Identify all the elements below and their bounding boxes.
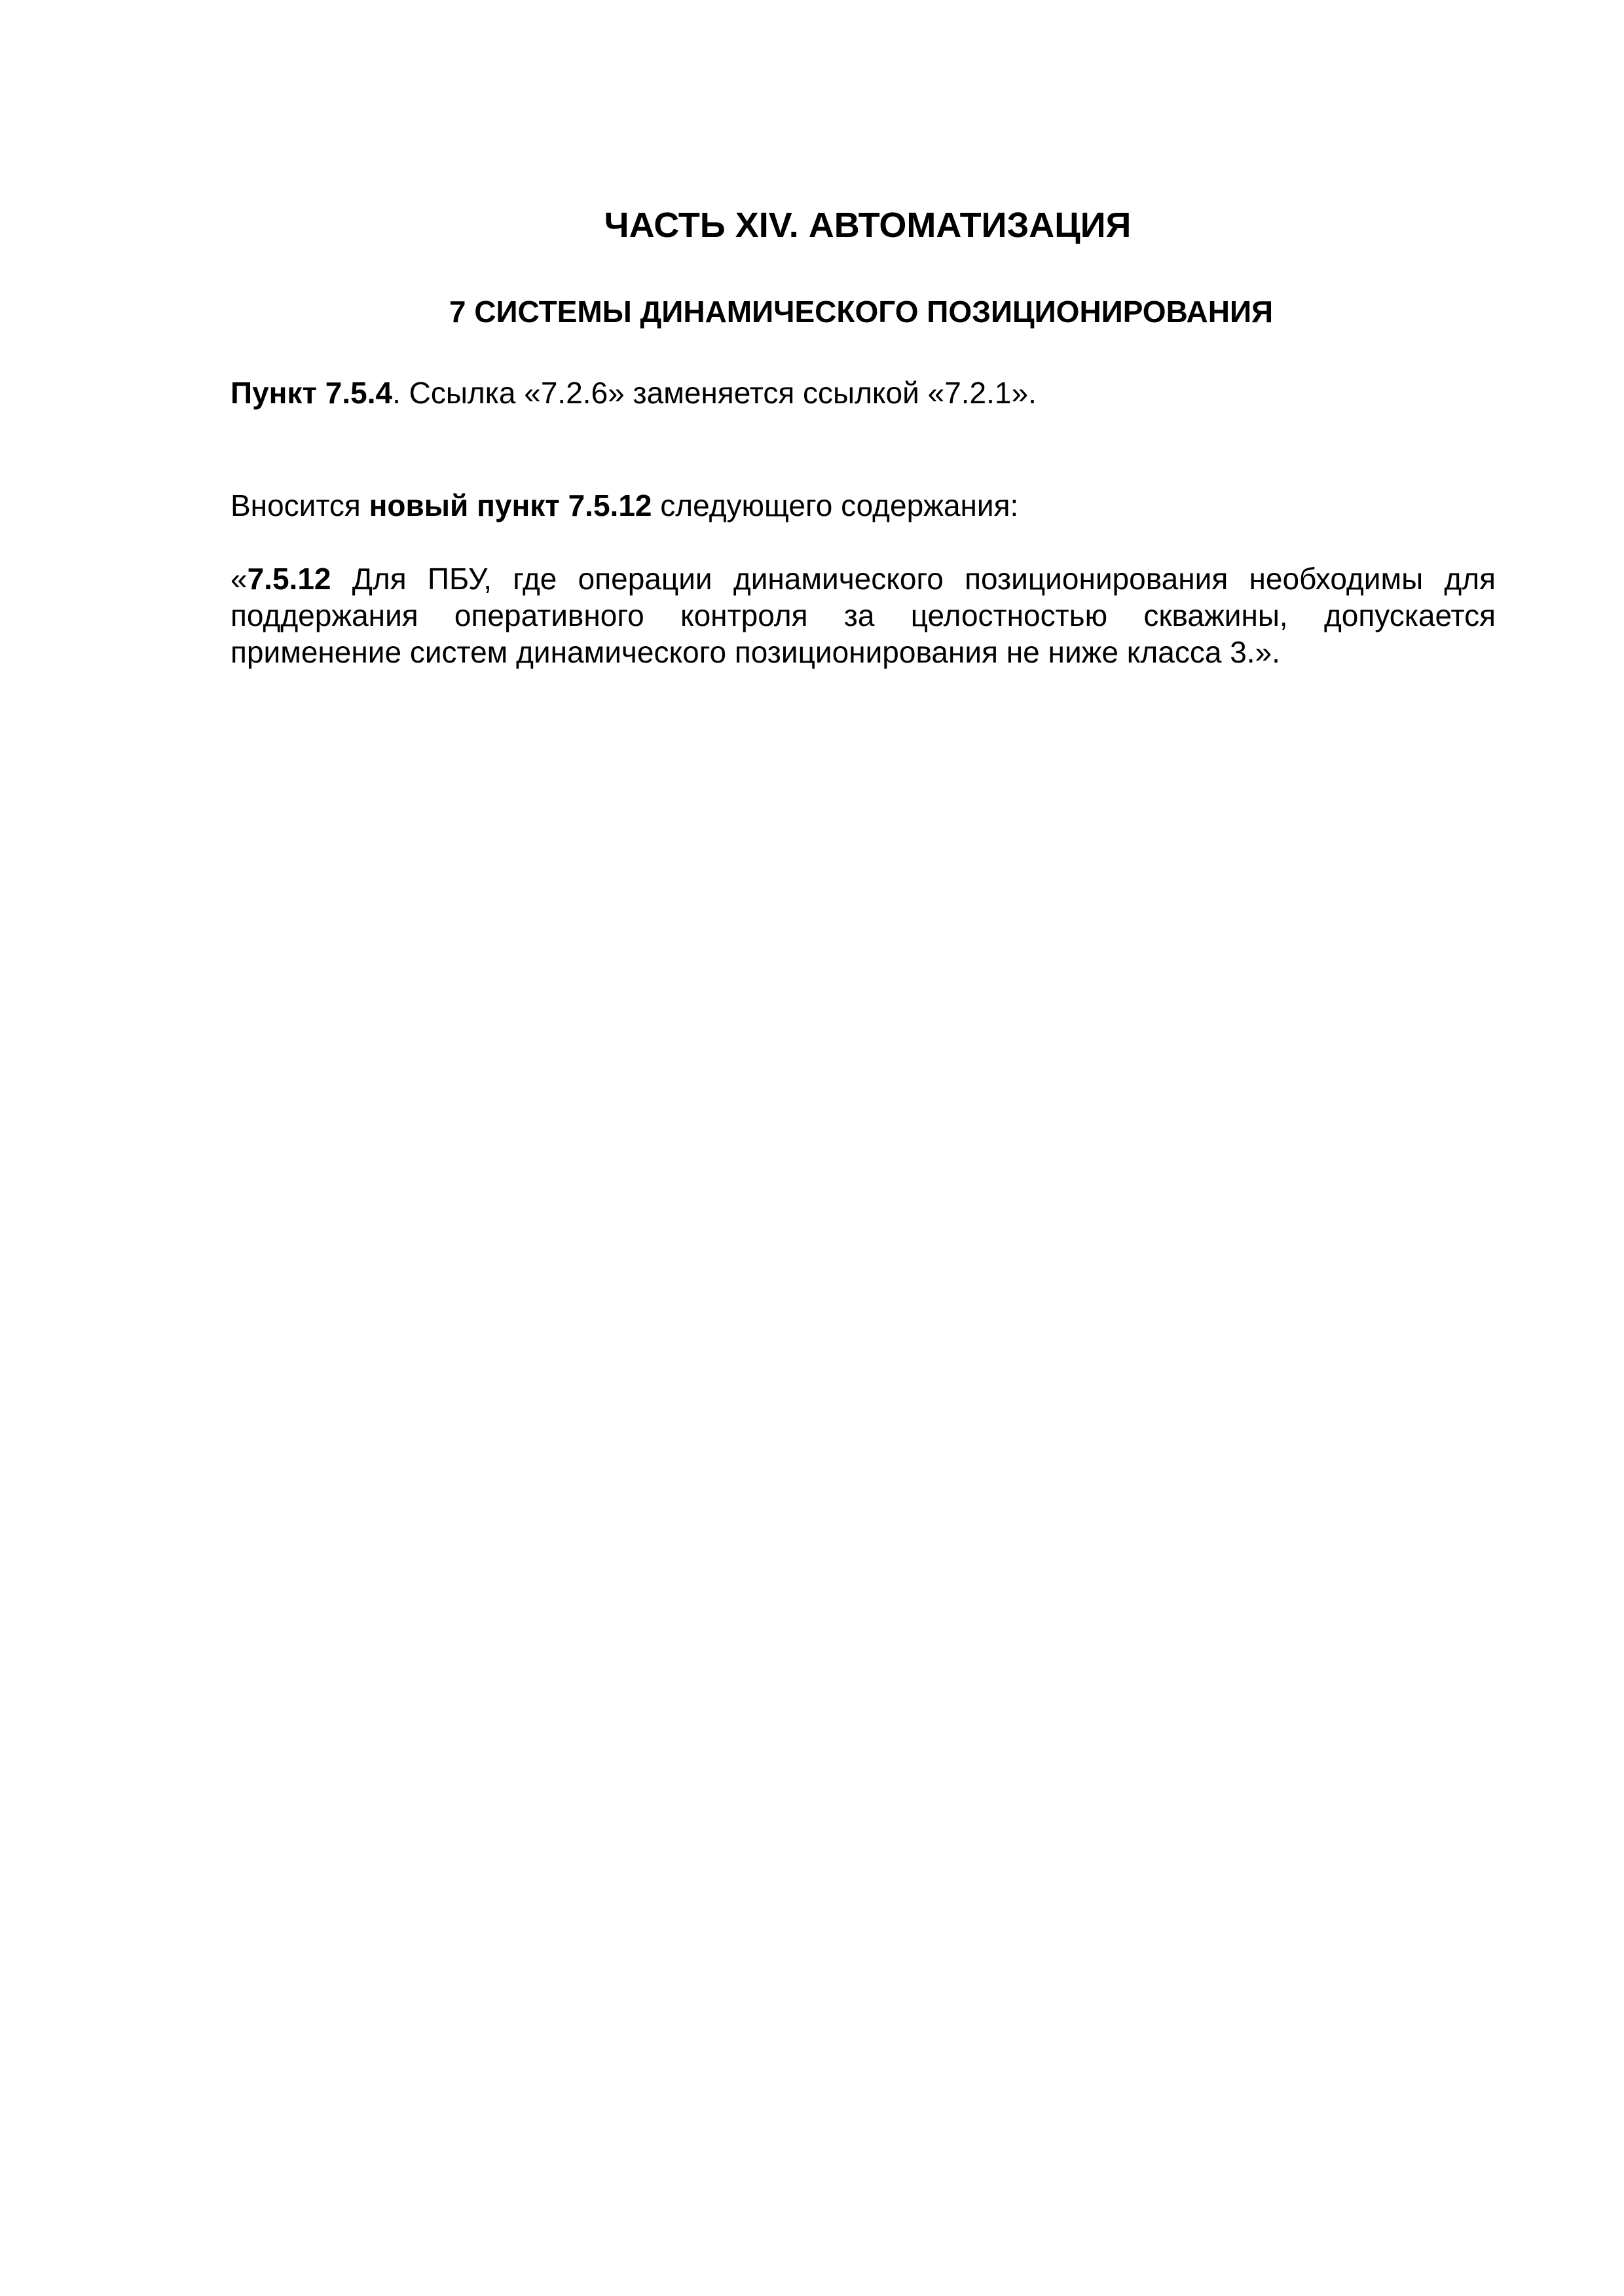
part-title: ЧАСТЬ XIV. АВТОМАТИЗАЦИЯ — [604, 206, 1132, 245]
amendment-prefix: Вносится — [231, 488, 369, 522]
section-title: 7 СИСТЕМЫ ДИНАМИЧЕСКОГО ПОЗИЦИОНИРОВАНИЯ — [449, 295, 1274, 329]
amendment-text: . Ссылка «7.2.6» заменяется ссылкой «7.2.1». — [392, 376, 1037, 410]
new-clause-paragraph — [231, 560, 1496, 670]
clause-text: Для ПБУ, где операции динамического позиционирования необходимы для поддержания оперативного контроля за целостностью скважины, допускается применение систем динамического позиционирования не ниже класса 3.». — [231, 562, 1496, 669]
amendment-bold: новый пункт 7.5.12 — [369, 488, 652, 522]
open-quote: « — [231, 562, 248, 596]
clause-label: Пункт 7.5.4 — [231, 376, 393, 410]
amendment-paragraph-new-clause — [231, 487, 1496, 524]
clause-number: 7.5.12 — [247, 562, 331, 596]
amendment-suffix: следующего содержания: — [652, 488, 1019, 522]
amendment-paragraph-7-5-4 — [231, 374, 1496, 411]
